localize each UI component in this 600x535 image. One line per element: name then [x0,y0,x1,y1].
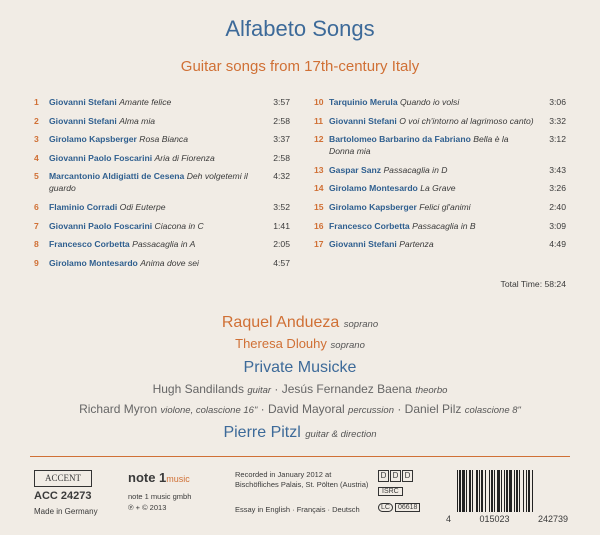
track-composer: Marcantonio Aldigiatti de Cesena [49,171,185,182]
member-5-name: Daniel Pilz [404,402,462,416]
track-composer: Tarquinio Merula [329,97,398,107]
barcode-bar [459,470,461,512]
performer-2-name: Theresa Dlouhy [235,336,327,351]
note1-logo-music: music [166,474,190,484]
track-piece: Passacaglia in B [412,220,476,231]
track-number: 2 [34,115,39,126]
accent-logo: ACCENT [34,470,92,487]
track-piece: La Grave [420,183,456,194]
member-3-role: violone, colascione 16" [160,405,258,416]
note1-company: note 1 music gmbh [128,492,192,501]
footer-divider [30,456,570,457]
barcode-bar [514,470,515,512]
performer-1 [0,314,600,332]
track-composer: Giovanni Paolo Foscarini [49,220,153,231]
performer-1-role: soprano [343,319,379,330]
track-composer: Girolamo Montesardo [49,257,138,268]
performer-2-role: soprano [330,340,365,351]
member-4-role: percussion [348,405,394,416]
barcode-bar [469,470,471,512]
catalog-number: ACC 24273 [34,490,92,502]
essay-languages: Essay in English · Français · Deutsch [235,505,360,514]
track-duration: 4:49 [549,239,566,250]
barcode-mid: 015023 [479,514,510,524]
track-composer: Giovanni Paolo Foscarini [49,152,153,163]
track-info [49,96,260,108]
barcode-first: 4 [446,514,452,524]
track-row [34,220,290,232]
track-duration: 3:57 [273,97,290,107]
track-number: 3 [34,134,39,145]
barcode-bar [497,470,500,512]
track-piece: Anima dove sei [140,257,199,268]
track-number: 10 [314,97,324,107]
track-piece: Ciacona in C [154,220,204,231]
barcode-bar [491,470,493,512]
track-duration: 1:41 [273,220,290,231]
track-row [34,201,290,213]
copyright: ℗ + © 2013 [128,503,167,512]
total-time: Total Time: 58:24 [500,279,566,289]
track-info [49,257,260,269]
track-piece: Aria di Fiorenza [154,152,215,163]
track-info [329,220,536,232]
track-number: 8 [34,239,39,250]
track-row [314,238,566,250]
ddd-code [378,470,414,482]
track-row [34,115,290,127]
track-row [314,96,566,108]
performer-2 [0,336,600,351]
track-composer: Giovanni Stefani [329,239,397,250]
barcode-bar [485,470,486,512]
barcode-bar [494,470,495,512]
barcode-bar [472,470,473,512]
track-piece: Partenza [399,239,434,250]
track-composer: Giovanni Stefani [49,115,117,126]
track-row [34,133,290,145]
track-info [329,115,536,127]
track-info [49,115,260,127]
track-duration: 2:40 [549,201,566,212]
track-composer: Giovanni Stefani [49,97,117,107]
track-number: 9 [34,257,39,268]
track-number: 12 [314,134,324,145]
tracklist-left [34,96,290,275]
track-piece: Felici gl'animi [419,201,471,212]
track-duration: 4:57 [273,257,290,268]
track-info [49,238,260,250]
track-composer: Girolamo Kapsberger [49,134,137,145]
recording-info-2: Bischöfliches Palais, St. Pölten (Austria) [235,480,369,489]
track-number: 14 [314,183,324,194]
barcode-bar [532,470,533,512]
barcode-bar [462,470,465,512]
track-number: 5 [34,171,39,182]
label-code [378,503,420,512]
track-number: 13 [314,164,324,175]
track-duration: 2:05 [273,239,290,250]
track-duration: 3:06 [549,97,566,107]
director-role: guitar & direction [305,429,377,440]
track-row [34,238,290,250]
track-piece: Passacaglia in D [383,164,448,175]
member-2-name: Jesús Fernandez Baena [281,382,412,396]
barcode-bar [506,470,508,512]
track-composer: Girolamo Montesardo [329,183,418,194]
track-piece: Odi Euterpe [119,201,166,212]
track-info [329,238,536,250]
track-info [329,96,536,108]
barcode-bar [476,470,478,512]
tracklist-right [314,96,566,257]
track-info [49,201,260,213]
barcode-last: 242739 [537,514,568,524]
track-row [314,164,566,176]
track-number: 6 [34,201,39,212]
track-info [329,133,536,157]
barcode [455,470,565,515]
track-row [34,152,290,164]
ddd-letter: D [402,470,413,482]
track-number: 16 [314,220,324,231]
track-duration: 3:37 [273,134,290,145]
member-1-name: Hugh Sandilands [152,382,244,396]
barcode-bar [479,470,480,512]
member-4-name: David Mayoral [268,402,345,416]
ensemble-members-2: Richard Myron violone, colascione 16" · David Mayoral percussion · Daniel Pilz colascione 8" [79,402,521,416]
member-3-name: Richard Myron [79,402,158,416]
director-name: Pierre Pitzl [223,424,301,441]
track-composer: Giovanni Stefani [329,115,397,126]
track-number: 17 [314,239,324,250]
note1-logo-text: note 1 [128,470,167,485]
lc-mark: LC [378,503,393,512]
track-piece: Deh volgetemi il guardo [49,171,248,194]
track-info [49,133,260,145]
track-number: 1 [34,97,39,107]
track-row [314,115,566,127]
isrc-mark: ISRC [378,487,403,496]
barcode-bar [528,470,530,512]
track-piece: Rosa Bianca [139,134,188,145]
note1-logo [128,470,190,485]
made-in: Made in Germany [34,507,98,516]
track-duration: 3:12 [549,134,566,145]
barcode-bar [501,470,502,512]
barcode-bar [523,470,524,512]
track-composer: Gaspar Sanz [329,164,382,175]
ensemble-name: Private Musicke [243,359,357,376]
director [0,424,600,442]
barcode-bar [466,470,467,512]
track-piece: Bella è la Donna mia [329,134,509,157]
track-composer: Francesco Corbetta [49,239,130,250]
track-number: 11 [314,115,324,126]
track-info [49,152,260,164]
track-row [314,182,566,194]
track-row [314,201,566,213]
track-composer: Girolamo Kapsberger [329,201,417,212]
track-number: 15 [314,201,324,212]
track-duration: 3:09 [549,220,566,231]
barcode-bar [481,470,483,512]
album-title: Alfabeto Songs [225,16,375,41]
ddd-letter: D [390,470,401,482]
track-duration: 3:26 [549,183,566,194]
barcode-bar [526,470,527,512]
track-duration: 2:58 [273,152,290,163]
track-composer: Flaminio Corradi [49,201,118,212]
track-info [49,220,260,232]
track-duration: 2:58 [273,115,290,126]
track-number: 4 [34,152,39,163]
barcode-bar [519,470,520,512]
track-row [314,133,566,157]
member-5-role: colascione 8" [464,405,521,416]
album-subtitle: Guitar songs from 17th-century Italy [180,58,420,75]
track-info [49,170,260,194]
lc-code: 06618 [395,503,420,512]
track-piece: Quando io volsi [400,97,460,107]
ensemble-members-1: Hugh Sandilands guitar · Jesús Fernandez Baena theorbo [152,382,448,396]
track-duration: 3:32 [549,115,566,126]
track-info [329,164,536,176]
track-row [314,220,566,232]
track-info [329,182,536,194]
barcode-bar [509,470,512,512]
track-duration: 4:32 [273,171,290,182]
barcode-bar [457,470,458,512]
barcode-bar [489,470,490,512]
track-duration: 3:43 [549,164,566,175]
track-piece: Alma mia [119,115,156,126]
track-piece: O voi ch'intorno al lagrimoso canto) [399,115,534,126]
track-composer: Francesco Corbetta [329,220,410,231]
ddd-letter: D [378,470,389,482]
track-row [34,96,290,108]
recording-info-1: Recorded in January 2012 at [235,470,332,479]
barcode-bar [504,470,505,512]
member-2-role: theorbo [415,385,448,396]
track-row [34,257,290,269]
track-composer: Bartolomeo Barbarino da Fabriano [329,134,471,145]
track-number: 7 [34,220,39,231]
track-piece: Passacaglia in A [132,239,196,250]
performer-1-name: Raquel Andueza [221,314,340,331]
member-1-role: guitar [247,385,272,396]
track-row [34,170,290,194]
barcode-digits [446,514,568,524]
track-info [329,201,536,213]
track-duration: 3:52 [273,201,290,212]
barcode-bar [516,470,518,512]
track-piece: Amante felice [119,97,172,107]
